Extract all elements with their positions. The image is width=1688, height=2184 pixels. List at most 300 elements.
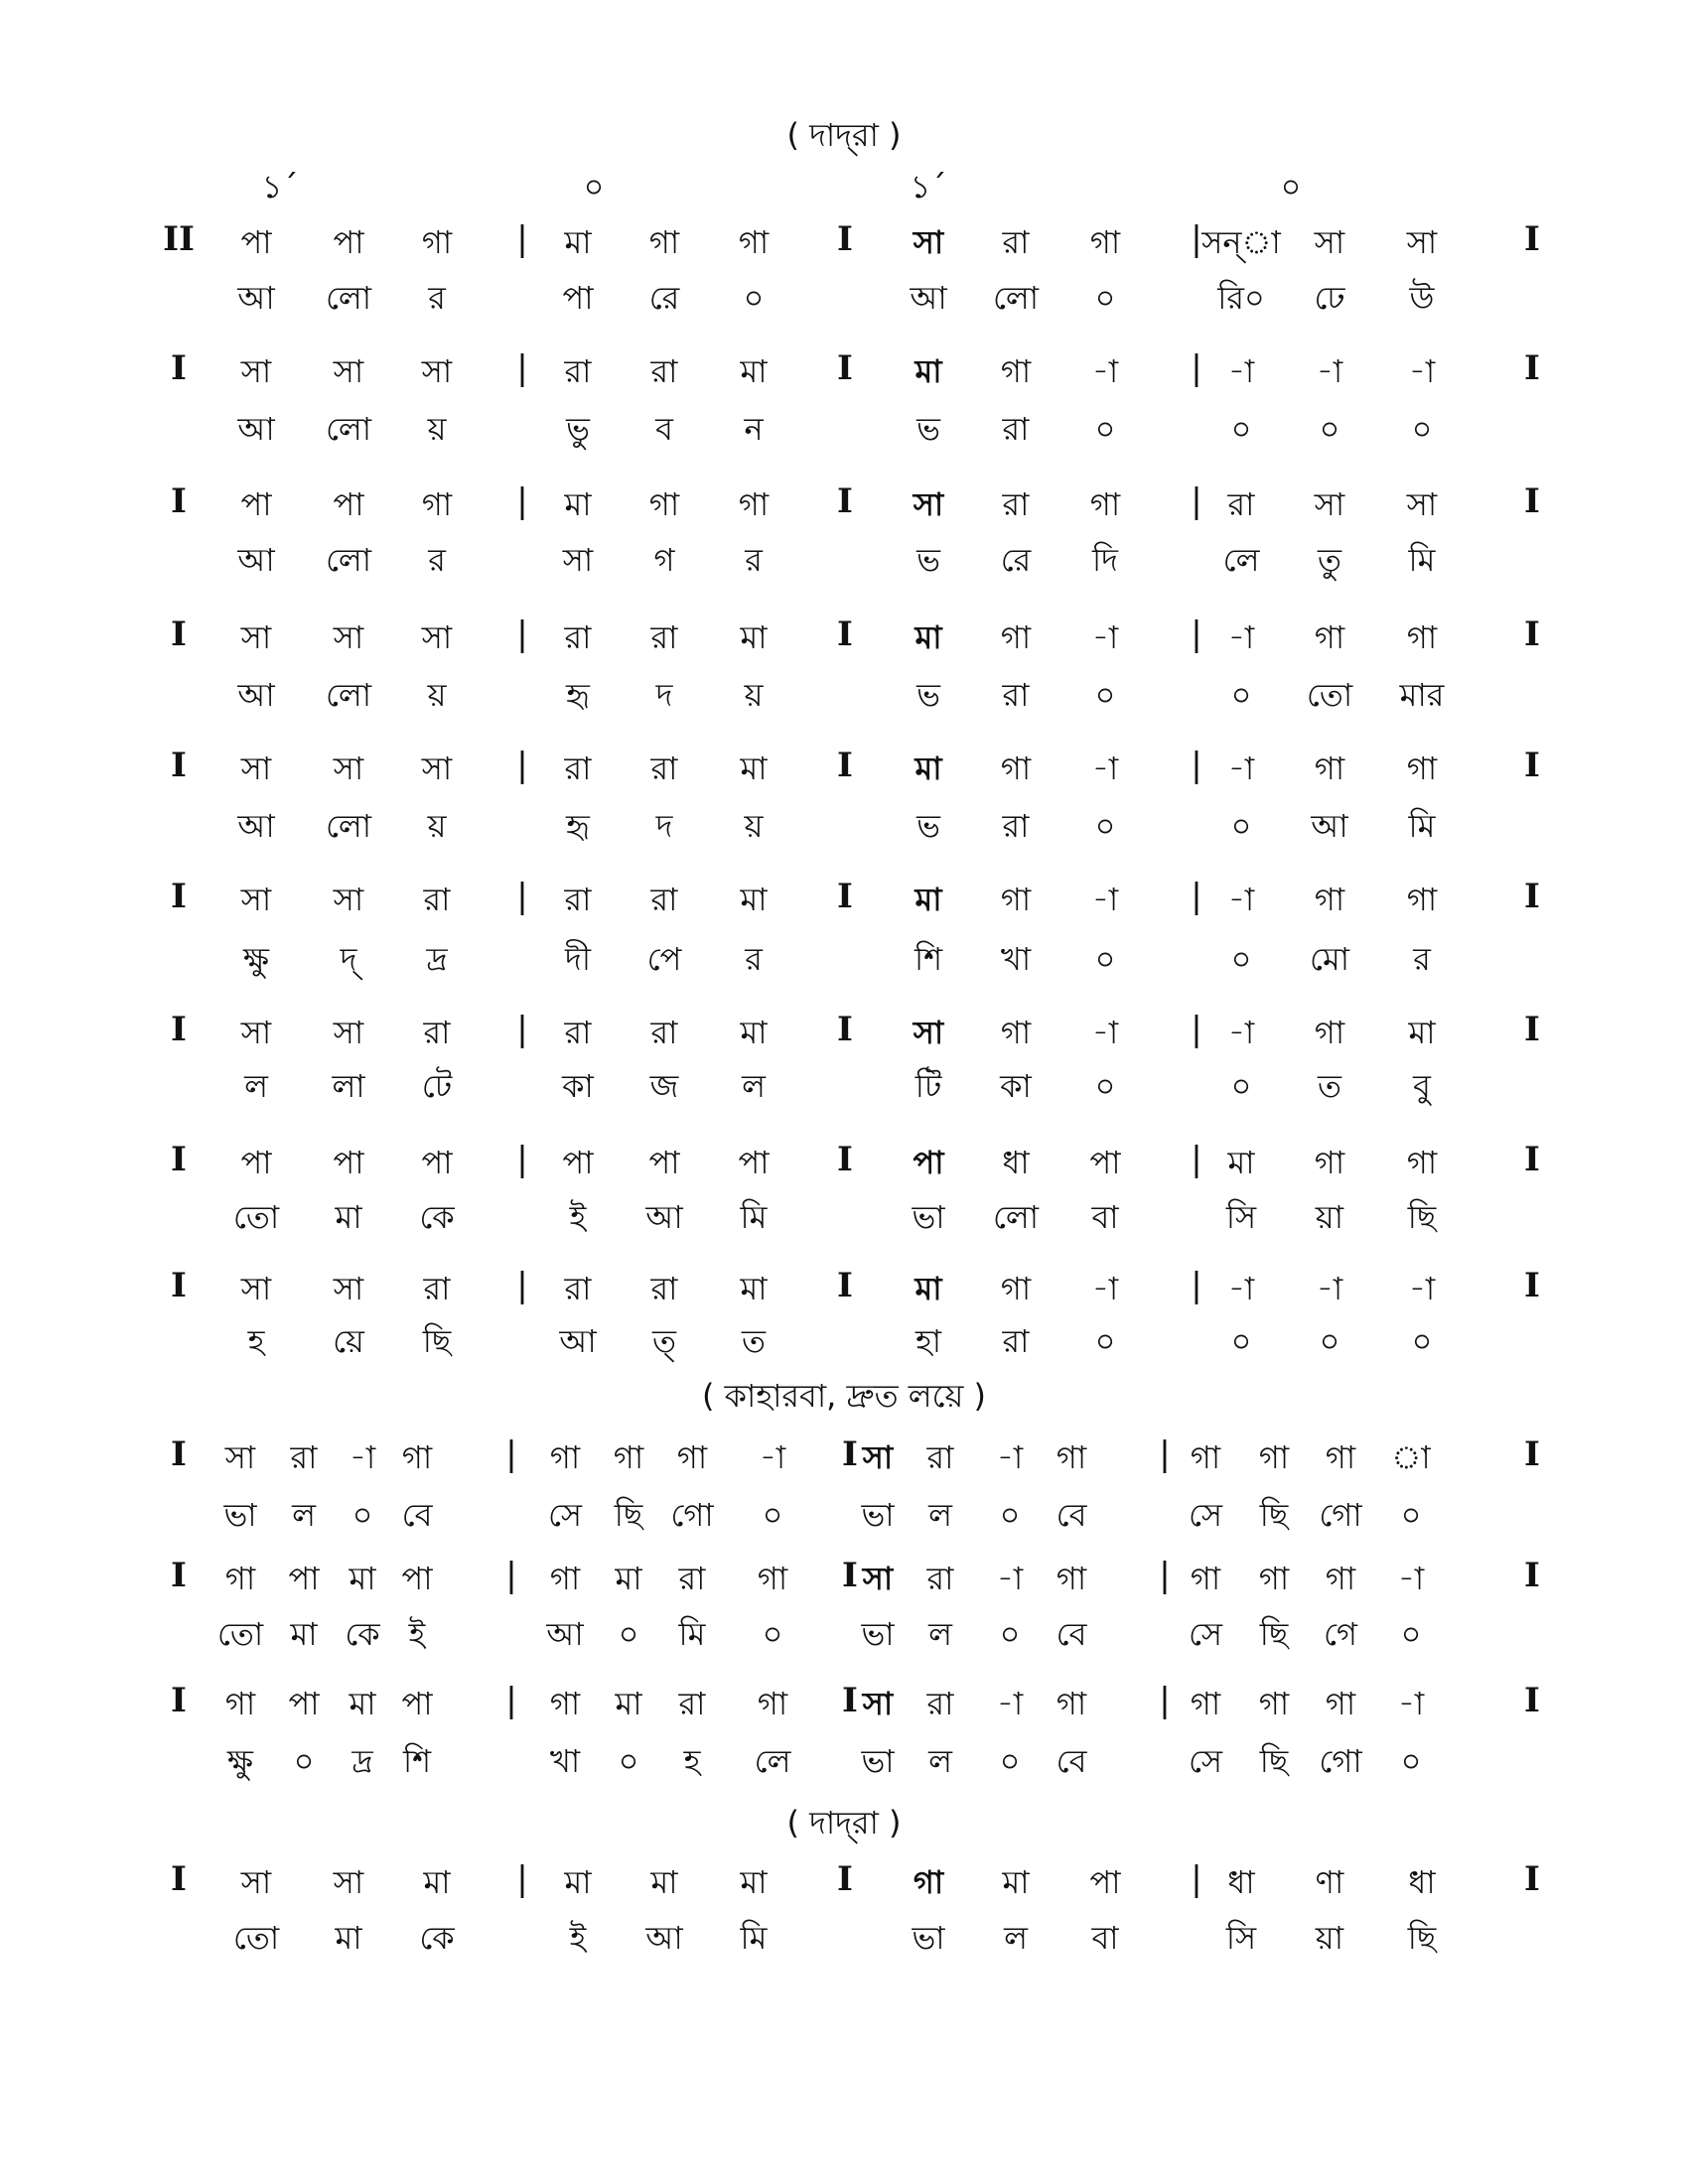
note: সা	[862, 1560, 894, 1597]
vibhag-bar-main: I	[837, 348, 853, 388]
note: মা	[1408, 1014, 1436, 1051]
lyric-syllable: আ	[237, 410, 275, 448]
lyric-syllable: ক্ষু	[227, 1742, 253, 1780]
lyric-syllable: মি	[740, 1919, 768, 1957]
note: মা	[740, 750, 768, 787]
section-heading: ( কাহারবা, দ্রুত লয়ে )	[702, 1377, 986, 1415]
row-end-mark: I	[1524, 1556, 1540, 1595]
lyric-syllable: বে	[1055, 1496, 1087, 1534]
lyric-syllable: কা	[562, 1067, 594, 1105]
note: রা	[926, 1560, 954, 1597]
note: পা	[333, 1144, 364, 1181]
note: পা	[738, 1144, 770, 1181]
row-start-mark: I	[171, 1434, 187, 1474]
lyric-syllable: ছি	[1407, 1198, 1437, 1236]
row-end-mark: I	[1524, 1010, 1540, 1049]
lyric-syllable: মার	[1399, 676, 1445, 714]
note: গা	[1406, 750, 1438, 787]
note: পা	[288, 1560, 320, 1597]
lyric-syllable: হ	[683, 1742, 701, 1780]
note: -া	[1397, 1560, 1425, 1597]
lyric-syllable: ল	[928, 1496, 952, 1534]
lyric-syllable: য়	[427, 807, 447, 845]
lyric-syllable: সে	[1188, 1496, 1223, 1534]
note: মা	[740, 1014, 768, 1051]
lyric-syllable: ল	[244, 1067, 268, 1105]
note: রা	[926, 1685, 954, 1722]
lyric-syllable: হৃ	[566, 676, 590, 714]
note: রা	[564, 618, 592, 656]
note: মা	[564, 223, 592, 261]
vibhag-bar: |	[516, 481, 528, 521]
vibhag-bar-main: I	[837, 1859, 853, 1899]
lyric-syllable: ই	[569, 1919, 587, 1957]
note: পা	[421, 1144, 453, 1181]
note: রা	[650, 352, 678, 390]
row-start-mark: I	[171, 348, 187, 388]
lyric-syllable: ০	[1230, 807, 1252, 845]
note: গা	[913, 1863, 944, 1901]
note: গা	[1000, 1270, 1032, 1307]
lyric-syllable: আ	[559, 1322, 597, 1360]
lyric-syllable: ০	[1230, 676, 1252, 714]
lyric-syllable: শি	[914, 940, 943, 978]
lyric-syllable: ছি	[1407, 1919, 1437, 1957]
row-end-mark: I	[1524, 746, 1540, 785]
note: পা	[333, 485, 364, 523]
vibhag-bar: |	[516, 1859, 528, 1899]
note: মা	[740, 352, 768, 390]
row-start-mark: I	[171, 877, 187, 916]
note: রা	[564, 352, 592, 390]
lyric-syllable: ০	[999, 1742, 1021, 1780]
note: গা	[421, 485, 453, 523]
note: গা	[1000, 618, 1032, 656]
lyric-syllable: লো	[992, 279, 1040, 317]
lyric-syllable: ল	[928, 1742, 952, 1780]
lyric-syllable: সি	[1225, 1198, 1257, 1236]
vibhag-bar: |	[516, 1140, 528, 1179]
vibhag-bar: |	[1191, 1859, 1202, 1899]
lyric-syllable: ভা	[861, 1615, 895, 1653]
note: সা	[421, 352, 453, 390]
lyric-syllable: ঢে	[1314, 279, 1345, 317]
note: গা	[1314, 1144, 1345, 1181]
note: পা	[562, 1144, 594, 1181]
lyric-syllable: মা	[335, 1198, 362, 1236]
lyric-syllable: রা	[1002, 1322, 1030, 1360]
vibhag-bar: |	[1191, 1140, 1202, 1179]
note: রা	[650, 618, 678, 656]
note: মা	[349, 1560, 376, 1597]
row-end-mark: I	[1524, 877, 1540, 916]
lyric-syllable: তো	[216, 1615, 264, 1653]
note: রা	[423, 1014, 451, 1051]
note: -া	[1316, 352, 1343, 390]
note: ধা	[1002, 1144, 1030, 1181]
row-start-mark: I	[171, 481, 187, 521]
note: -া	[1227, 618, 1255, 656]
note: সন্‌া	[1201, 223, 1281, 261]
note: গা	[1055, 1560, 1087, 1597]
lyric-syllable: তো	[1306, 676, 1353, 714]
vibhag-bar: |	[1191, 348, 1202, 388]
vibhag-bar: |	[1191, 746, 1202, 785]
note: গা	[757, 1560, 788, 1597]
note: পা	[240, 485, 272, 523]
note: রা	[1002, 223, 1030, 261]
vibhag-bar: |	[1191, 877, 1202, 916]
vibhag-bar-main: I	[837, 877, 853, 916]
note: ণা	[1315, 1863, 1344, 1901]
lyric-syllable: রে	[1000, 541, 1032, 579]
lyric-syllable: আ	[237, 279, 275, 317]
note: মা	[914, 1270, 942, 1307]
note: মা	[349, 1685, 376, 1722]
note: রা	[678, 1685, 706, 1722]
lyric-syllable: র	[428, 541, 446, 579]
lyric-syllable: ক্ষু	[243, 940, 269, 978]
note: পা	[288, 1685, 320, 1722]
lyric-syllable: খা	[1000, 940, 1032, 978]
note: সা	[240, 881, 272, 918]
lyric-syllable: মি	[740, 1198, 768, 1236]
lyric-syllable: ০	[618, 1742, 639, 1780]
vibhag-bar: |	[516, 746, 528, 785]
lyric-syllable: য়	[744, 676, 764, 714]
note: গা	[549, 1438, 581, 1476]
lyric-syllable: য়	[744, 807, 764, 845]
lyric-syllable: ছি	[1259, 1615, 1289, 1653]
vibhag-bar: |	[516, 877, 528, 916]
lyric-syllable: ল	[742, 1067, 766, 1105]
note: গা	[1325, 1438, 1356, 1476]
note: গা	[549, 1685, 581, 1722]
note: গা	[1406, 881, 1438, 918]
lyric-syllable: র	[428, 279, 446, 317]
note: সা	[240, 352, 272, 390]
vibhag-bar-main: I	[837, 219, 853, 259]
lyric-syllable: গ	[653, 541, 675, 579]
lyric-syllable: ন	[744, 410, 764, 448]
note: গা	[1258, 1560, 1290, 1597]
lyric-syllable: শি	[402, 1742, 432, 1780]
lyric-syllable: পা	[562, 279, 594, 317]
lyric-syllable: হা	[914, 1322, 942, 1360]
vibhag-bar: |	[1159, 1556, 1171, 1595]
lyric-syllable: বে	[401, 1496, 433, 1534]
vibhag-bar-main: I	[837, 746, 853, 785]
lyric-syllable: য়ে	[333, 1322, 364, 1360]
note: রা	[926, 1438, 954, 1476]
lyric-syllable: লা	[332, 1067, 365, 1105]
note: সা	[224, 1438, 256, 1476]
note: -া	[1397, 1685, 1425, 1722]
note: মা	[914, 881, 942, 918]
note: রা	[650, 881, 678, 918]
lyric-syllable: দ্র	[352, 1742, 373, 1780]
note: সা	[333, 881, 364, 918]
lyric-syllable: আ	[237, 676, 275, 714]
lyric-syllable: বু	[1413, 1067, 1431, 1105]
note: পা	[913, 1144, 944, 1181]
note: গা	[1314, 618, 1345, 656]
vibhag-bar-main: I	[842, 1681, 858, 1720]
note: পা	[648, 1144, 680, 1181]
lyric-syllable: দ	[655, 676, 673, 714]
note: পা	[1089, 1144, 1121, 1181]
vibhag-bar: |	[505, 1556, 517, 1595]
note: গা	[1258, 1685, 1290, 1722]
note: রা	[678, 1560, 706, 1597]
note: -া	[996, 1685, 1024, 1722]
row-start-mark: I	[171, 1859, 187, 1899]
note: মা	[914, 750, 942, 787]
row-end-mark: I	[1524, 1266, 1540, 1305]
lyric-syllable: আ	[237, 807, 275, 845]
note: গা	[1055, 1438, 1087, 1476]
note: -া	[1227, 352, 1255, 390]
note: গা	[1314, 1014, 1345, 1051]
note: সা	[240, 618, 272, 656]
vibhag-bar-main: I	[837, 481, 853, 521]
lyric-syllable: দ্র	[426, 940, 448, 978]
row-end-mark: I	[1524, 1681, 1540, 1720]
lyric-syllable: ০	[618, 1615, 639, 1653]
vibhag-bar-main: I	[837, 1010, 853, 1049]
note: গা	[676, 1438, 708, 1476]
note: মা	[914, 352, 942, 390]
lyric-syllable: পে	[646, 940, 682, 978]
lyric-syllable: ভা	[861, 1496, 895, 1534]
beat-mark: ১´	[910, 168, 947, 205]
lyric-syllable: ছি	[1259, 1742, 1289, 1780]
note: -া	[759, 1438, 786, 1476]
vibhag-bar: |	[1191, 219, 1202, 259]
note: গা	[1325, 1685, 1356, 1722]
note: গা	[1055, 1685, 1087, 1722]
lyric-syllable: মা	[335, 1919, 362, 1957]
lyric-syllable: ত	[741, 1322, 767, 1360]
lyric-syllable: ভা	[223, 1496, 257, 1534]
note: রা	[423, 1270, 451, 1307]
note: সা	[240, 1863, 272, 1901]
note: সা	[1314, 485, 1345, 523]
lyric-syllable: ল	[928, 1615, 952, 1653]
lyric-syllable: ০	[1094, 940, 1116, 978]
lyric-syllable: টে	[421, 1067, 453, 1105]
beat-mark: ০	[583, 168, 605, 205]
lyric-syllable: ত	[1317, 1067, 1342, 1105]
note: -া	[1408, 1270, 1436, 1307]
note: পা	[401, 1685, 433, 1722]
lyric-syllable: ০	[1400, 1496, 1422, 1534]
note: গা	[1325, 1560, 1356, 1597]
note: সা	[240, 1014, 272, 1051]
row-end-mark: I	[1524, 614, 1540, 654]
lyric-syllable: ০	[1230, 1322, 1252, 1360]
lyric-syllable: ০	[352, 1496, 373, 1534]
lyric-syllable: ০	[1319, 1322, 1340, 1360]
lyric-syllable: গে	[1324, 1615, 1357, 1653]
note: গা	[1314, 881, 1345, 918]
lyric-syllable: তো	[232, 1198, 280, 1236]
note: পা	[240, 223, 272, 261]
row-start-mark: I	[171, 1681, 187, 1720]
note: সা	[1406, 223, 1438, 261]
lyric-syllable: আ	[645, 1198, 683, 1236]
vibhag-bar: |	[516, 348, 528, 388]
lyric-syllable: উ	[1409, 279, 1435, 317]
note: গা	[1089, 485, 1121, 523]
vibhag-bar: |	[505, 1681, 517, 1720]
lyric-syllable: ভু	[566, 410, 590, 448]
lyric-syllable: রা	[1002, 410, 1030, 448]
lyric-syllable: হ	[247, 1322, 265, 1360]
lyric-syllable: লো	[325, 279, 372, 317]
note: ধা	[1408, 1863, 1436, 1901]
note: সা	[1406, 485, 1438, 523]
lyric-syllable: লো	[325, 807, 372, 845]
lyric-syllable: ০	[1094, 1067, 1116, 1105]
note: গা	[648, 223, 680, 261]
lyric-syllable: ভা	[912, 1919, 945, 1957]
note: মা	[740, 1863, 768, 1901]
lyric-syllable: লো	[325, 676, 372, 714]
row-start-mark: I	[171, 746, 187, 785]
note: রা	[650, 750, 678, 787]
lyric-syllable: র	[745, 541, 763, 579]
lyric-syllable: কে	[419, 1198, 455, 1236]
note: গা	[1190, 1685, 1221, 1722]
note: পা	[1089, 1863, 1121, 1901]
note: -া	[1091, 618, 1119, 656]
lyric-syllable: তো	[232, 1919, 280, 1957]
note: রা	[564, 881, 592, 918]
note: পা	[240, 1144, 272, 1181]
lyric-syllable: ভ	[916, 676, 940, 714]
note: -া	[996, 1438, 1024, 1476]
note: -া	[1091, 352, 1119, 390]
section-heading: ( দাদ্‌রা )	[786, 1804, 902, 1842]
note: রা	[290, 1438, 318, 1476]
lyric-syllable: সে	[1188, 1742, 1223, 1780]
note: -া	[996, 1560, 1024, 1597]
lyric-syllable: তু	[1317, 541, 1342, 579]
lyric-syllable: য়	[427, 410, 447, 448]
note: -া	[1316, 1270, 1343, 1307]
note: গা	[613, 1438, 644, 1476]
lyric-syllable: র	[745, 940, 763, 978]
lyric-syllable: বা	[1091, 1919, 1119, 1957]
lyric-syllable: ০	[1230, 940, 1252, 978]
note: রা	[564, 750, 592, 787]
lyric-syllable: সা	[562, 541, 594, 579]
lyric-syllable: ভ	[916, 541, 940, 579]
note: সা	[333, 1270, 364, 1307]
note: মা	[423, 1863, 451, 1901]
lyric-syllable: বে	[1055, 1742, 1087, 1780]
lyric-syllable: লে	[754, 1742, 791, 1780]
note: -া	[1227, 1014, 1255, 1051]
lyric-syllable: আ	[1311, 807, 1348, 845]
vibhag-bar: |	[1159, 1681, 1171, 1720]
lyric-syllable: ০	[1094, 410, 1116, 448]
note: গা	[1190, 1438, 1221, 1476]
row-start-mark: I	[171, 1266, 187, 1305]
note: -া	[1091, 1014, 1119, 1051]
note: -া	[1408, 352, 1436, 390]
vibhag-bar: |	[1191, 481, 1202, 521]
row-end-mark: I	[1524, 1140, 1540, 1179]
lyric-syllable: আ	[910, 279, 947, 317]
note: গা	[1314, 750, 1345, 787]
lyric-syllable: মো	[1309, 940, 1350, 978]
note: গা	[549, 1560, 581, 1597]
note: মা	[650, 1863, 678, 1901]
lyric-syllable: ভ	[916, 807, 940, 845]
note: গা	[1406, 618, 1438, 656]
lyric-syllable: ০	[1411, 410, 1433, 448]
lyric-syllable: ভা	[861, 1742, 895, 1780]
lyric-syllable: সে	[547, 1496, 583, 1534]
lyric-syllable: লো	[325, 541, 372, 579]
note: মা	[740, 618, 768, 656]
vibhag-bar: |	[505, 1434, 517, 1474]
lyric-syllable: বা	[1091, 1198, 1119, 1236]
lyric-syllable: গো	[1319, 1496, 1362, 1534]
note: রা	[1002, 485, 1030, 523]
lyric-syllable: দী	[565, 940, 591, 978]
note: গা	[224, 1685, 256, 1722]
vibhag-bar-main: I	[837, 1266, 853, 1305]
lyric-syllable: হৃ	[566, 807, 590, 845]
note: গা	[224, 1560, 256, 1597]
lyric-syllable: আ	[237, 541, 275, 579]
note: -া	[1091, 750, 1119, 787]
row-end-mark: I	[1524, 348, 1540, 388]
lyric-syllable: ছি	[614, 1496, 643, 1534]
note: া	[1391, 1438, 1431, 1476]
note: রা	[1227, 485, 1255, 523]
row-end-mark: I	[1524, 1434, 1540, 1474]
note: গা	[1000, 881, 1032, 918]
note: সা	[913, 485, 944, 523]
vibhag-bar-main: I	[837, 614, 853, 654]
lyric-syllable: য়া	[1315, 1919, 1344, 1957]
vibhag-bar-main: I	[842, 1556, 858, 1595]
lyric-syllable: ছি	[422, 1322, 452, 1360]
note: মা	[1002, 1863, 1030, 1901]
note: গা	[738, 485, 770, 523]
lyric-syllable: ০	[999, 1615, 1021, 1653]
note: সা	[333, 750, 364, 787]
lyric-syllable: ০	[1094, 1322, 1116, 1360]
note: সা	[1314, 223, 1345, 261]
lyric-syllable: লে	[1222, 541, 1260, 579]
lyric-syllable: বে	[1055, 1615, 1087, 1653]
lyric-syllable: র	[1413, 940, 1431, 978]
note: সা	[333, 618, 364, 656]
note: -া	[1227, 1270, 1255, 1307]
note: সা	[333, 352, 364, 390]
lyric-syllable: দি	[1092, 541, 1118, 579]
vibhag-bar-main: I	[842, 1434, 858, 1474]
note: গা	[1000, 1014, 1032, 1051]
note: গা	[738, 223, 770, 261]
lyric-syllable: য়া	[1315, 1198, 1344, 1236]
lyric-syllable: রা	[1002, 807, 1030, 845]
